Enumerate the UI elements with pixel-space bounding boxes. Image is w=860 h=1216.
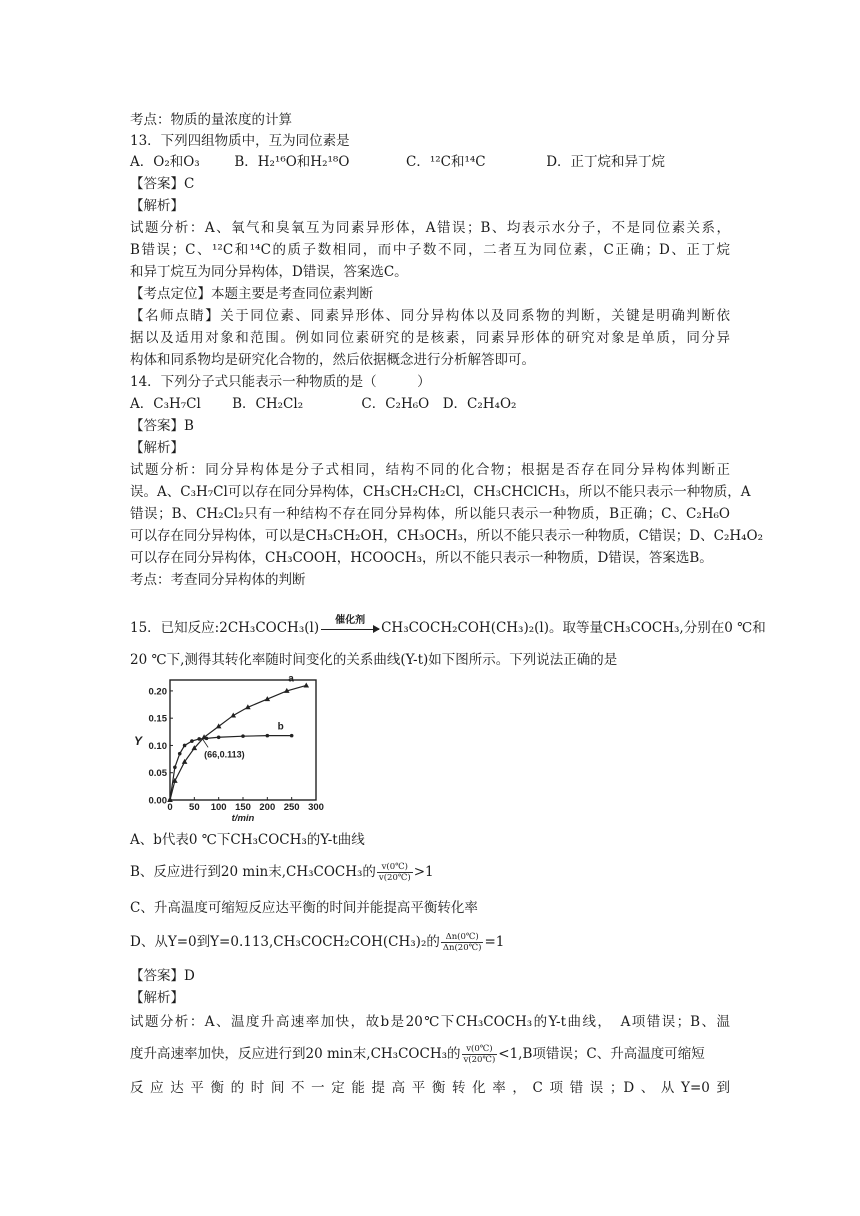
y-tick-label: 0.05 bbox=[148, 768, 167, 780]
series-b-point bbox=[197, 737, 201, 741]
series-b-point bbox=[241, 734, 245, 738]
option-d-end: =1 bbox=[484, 934, 505, 950]
series-b-point bbox=[178, 752, 182, 756]
analysis-15-fraction bbox=[462, 1044, 498, 1065]
question-15-line-2: 20 ℃下,测得其转化率随时间变化的关系曲线(Y-t)如下图所示。下列说法正确的是 bbox=[130, 652, 618, 668]
analysis-14-line-3: 错误；B、CH₂Cl₂只有一种结构不存在同分异构体，所以能只表示一种物质，B正确；C、C₂H₆O bbox=[130, 506, 730, 522]
option-15-a: A、b代表0 ℃下CH₃COCH₃的Y-t曲线 bbox=[130, 832, 365, 848]
analysis-14-line-2: 误。A、C₃H₇Cl可以存在同分异构体，CH₃CH₂CH₂Cl，CH₃CHClCH₃，所以不能只表示一种物质，A bbox=[130, 484, 751, 500]
fraction-denominator: v(20℃) bbox=[378, 873, 411, 883]
option-b-fraction bbox=[377, 862, 413, 883]
series-b-point bbox=[173, 765, 177, 769]
analysis-label-15: 【解析】 bbox=[130, 990, 184, 1006]
conversion-chart bbox=[128, 676, 328, 826]
option-b-text: B、反应进行到20 min末,CH₃COCH₃的 bbox=[130, 864, 376, 880]
series-b-point bbox=[217, 735, 221, 739]
analysis-14-line-5: 可以存在同分异构体，CH₃COOH，HCOOCH₃，所以不能只表示一种物质，D错误，答案选B。 bbox=[130, 550, 713, 566]
option-d-text: D、从Y=0到Y=0.113,CH₃COCH₂COH(CH₃)₂的 bbox=[130, 934, 440, 950]
option-c: C．¹²C和¹⁴C bbox=[405, 154, 486, 170]
fraction-numerator: v(0℃) bbox=[377, 862, 413, 873]
y-tick-label: 0.20 bbox=[148, 686, 167, 698]
series-a-point bbox=[303, 682, 309, 687]
fraction-denominator: v(20℃) bbox=[463, 1055, 496, 1065]
series-b-point bbox=[183, 744, 187, 748]
kaodian-14: 考点：考查同分异构体的判断 bbox=[130, 572, 306, 588]
series-a-line bbox=[170, 685, 306, 800]
option-b: B．H₂¹⁶O和H₂¹⁸O bbox=[234, 154, 350, 170]
option-d-fraction bbox=[441, 932, 484, 953]
question-15-line-1 bbox=[130, 614, 766, 638]
x-tick-label: 200 bbox=[259, 802, 276, 813]
catalyst-label: 催化剂 bbox=[335, 614, 366, 626]
analysis-15-line-2 bbox=[130, 1044, 705, 1065]
kaodian-12: 考点：物质的量浓度的计算 bbox=[130, 112, 292, 128]
option-d: D．正丁烷和异丁烷 bbox=[546, 154, 666, 170]
x-tick-label: 100 bbox=[210, 802, 227, 813]
series-b-point bbox=[205, 737, 209, 741]
analysis-15-end: <1,B项错误；C、升高温度可缩短 bbox=[498, 1046, 705, 1062]
series-b-point bbox=[168, 798, 172, 802]
fraction-denominator: Δn(20℃) bbox=[442, 943, 482, 953]
question-13: 13．下列四组物质中，互为同位素是 bbox=[130, 133, 350, 149]
series-b-line bbox=[170, 736, 292, 800]
option-15-d bbox=[130, 932, 504, 953]
analysis-15-text: 度升高速率加快，反应进行到20 min末,CH₃COCH₃的 bbox=[130, 1046, 461, 1062]
x-tick-label: 300 bbox=[308, 802, 324, 813]
analysis-14-line-1: 试题分析：同分异构体是分子式相同，结构不同的化合物；根据是否存在同分异构体判断正 bbox=[130, 462, 730, 478]
series-a-label: a bbox=[288, 676, 294, 685]
series-b-point bbox=[190, 739, 194, 743]
mingshi-line-1: 【名师点睛】关于同位素、同素异形体、同分异构体以及同系物的判断，关键是明确判断依 bbox=[130, 308, 730, 324]
series-b-point bbox=[290, 734, 294, 738]
x-tick-label: 250 bbox=[283, 802, 300, 813]
analysis-15-line-1: 试题分析：A、温度升高速率加快，故b是20℃下CH₃COCH₃的Y-t曲线， A项错误；B、温 bbox=[130, 1014, 730, 1030]
analysis-13-line-1: 试题分析：A、氧气和臭氧互为同素异形体，A错误；B、均表示水分子，不是同位素关系， bbox=[130, 220, 730, 236]
question-14-options: A．C₃H₇Cl B．CH₂Cl₂ C．C₂H₆O D．C₂H₄O₂ bbox=[130, 396, 517, 412]
fraction-numerator: Δn(0℃) bbox=[441, 932, 484, 943]
fraction-numerator: v(0℃) bbox=[462, 1044, 498, 1055]
option-15-c: C、升高温度可缩短反应达平衡的时间并能提高平衡转化率 bbox=[130, 900, 478, 916]
kaodian-13: 【考点定位】本题主要是考查同位素判断 bbox=[130, 286, 373, 302]
answer-13: 【答案】C bbox=[130, 176, 195, 192]
analysis-13-line-2: B错误；C、¹²C和¹⁴C的质子数相同，而中子数不同，二者互为同位素，C正确；D、正丁烷 bbox=[130, 242, 730, 258]
y-tick-label: 0.15 bbox=[148, 713, 167, 725]
analysis-14-line-4: 可以存在同分异构体，可以是CH₃CH₂OH，CH₃OCH₃，所以不能只表示一种物质，C错误；D、C₂H₄O₂ bbox=[130, 528, 764, 544]
option-a: A．O₂和O₃ bbox=[130, 154, 200, 170]
option-15-b bbox=[130, 862, 434, 883]
reaction-left: 15．已知反应:2CH₃COCH₃(l) bbox=[130, 620, 320, 636]
intersection-annotation: (66,0.113) bbox=[204, 749, 245, 760]
x-axis-label: t/min bbox=[231, 813, 255, 824]
mingshi-line-2: 据以及适用对象和范围。例如同位素研究的是核素，同素异形体的研究对象是单质，同分异 bbox=[130, 330, 730, 346]
answer-14: 【答案】B bbox=[130, 418, 194, 434]
question-13-options bbox=[130, 152, 665, 172]
analysis-label-14: 【解析】 bbox=[130, 440, 184, 456]
option-b-end: >1 bbox=[413, 864, 434, 880]
y-axis-label: Y bbox=[134, 734, 143, 748]
series-a-point bbox=[216, 723, 222, 728]
mingshi-line-3: 构体和同系物均是研究化合物的，然后依据概念进行分析解答即可。 bbox=[130, 352, 535, 368]
y-tick-label: 0.00 bbox=[148, 795, 167, 807]
series-b-label: b bbox=[277, 721, 284, 733]
x-tick-label: 50 bbox=[189, 802, 200, 813]
x-tick-label: 0 bbox=[167, 802, 173, 813]
y-tick-label: 0.10 bbox=[148, 740, 167, 752]
question-14: 14．下列分子式只能表示一种物质的是（ ） bbox=[130, 374, 431, 390]
answer-15: 【答案】D bbox=[130, 968, 195, 984]
x-tick-label: 150 bbox=[235, 802, 251, 813]
analysis-label-13: 【解析】 bbox=[130, 198, 184, 214]
analysis-13-line-3: 和异丁烷互为同分异构体，D错误，答案选C。 bbox=[130, 264, 408, 280]
series-b-point bbox=[266, 734, 270, 738]
reaction-right: CH₃COCH₂COH(CH₃)₂(l)。取等量CH₃COCH₃,分别在0 ℃和 bbox=[381, 620, 766, 636]
catalyst-arrow bbox=[321, 614, 379, 636]
analysis-15-line-3: 反应达平衡的时间不一定能提高平衡转化率，C项错误；D、从Y=0到 bbox=[130, 1080, 730, 1096]
